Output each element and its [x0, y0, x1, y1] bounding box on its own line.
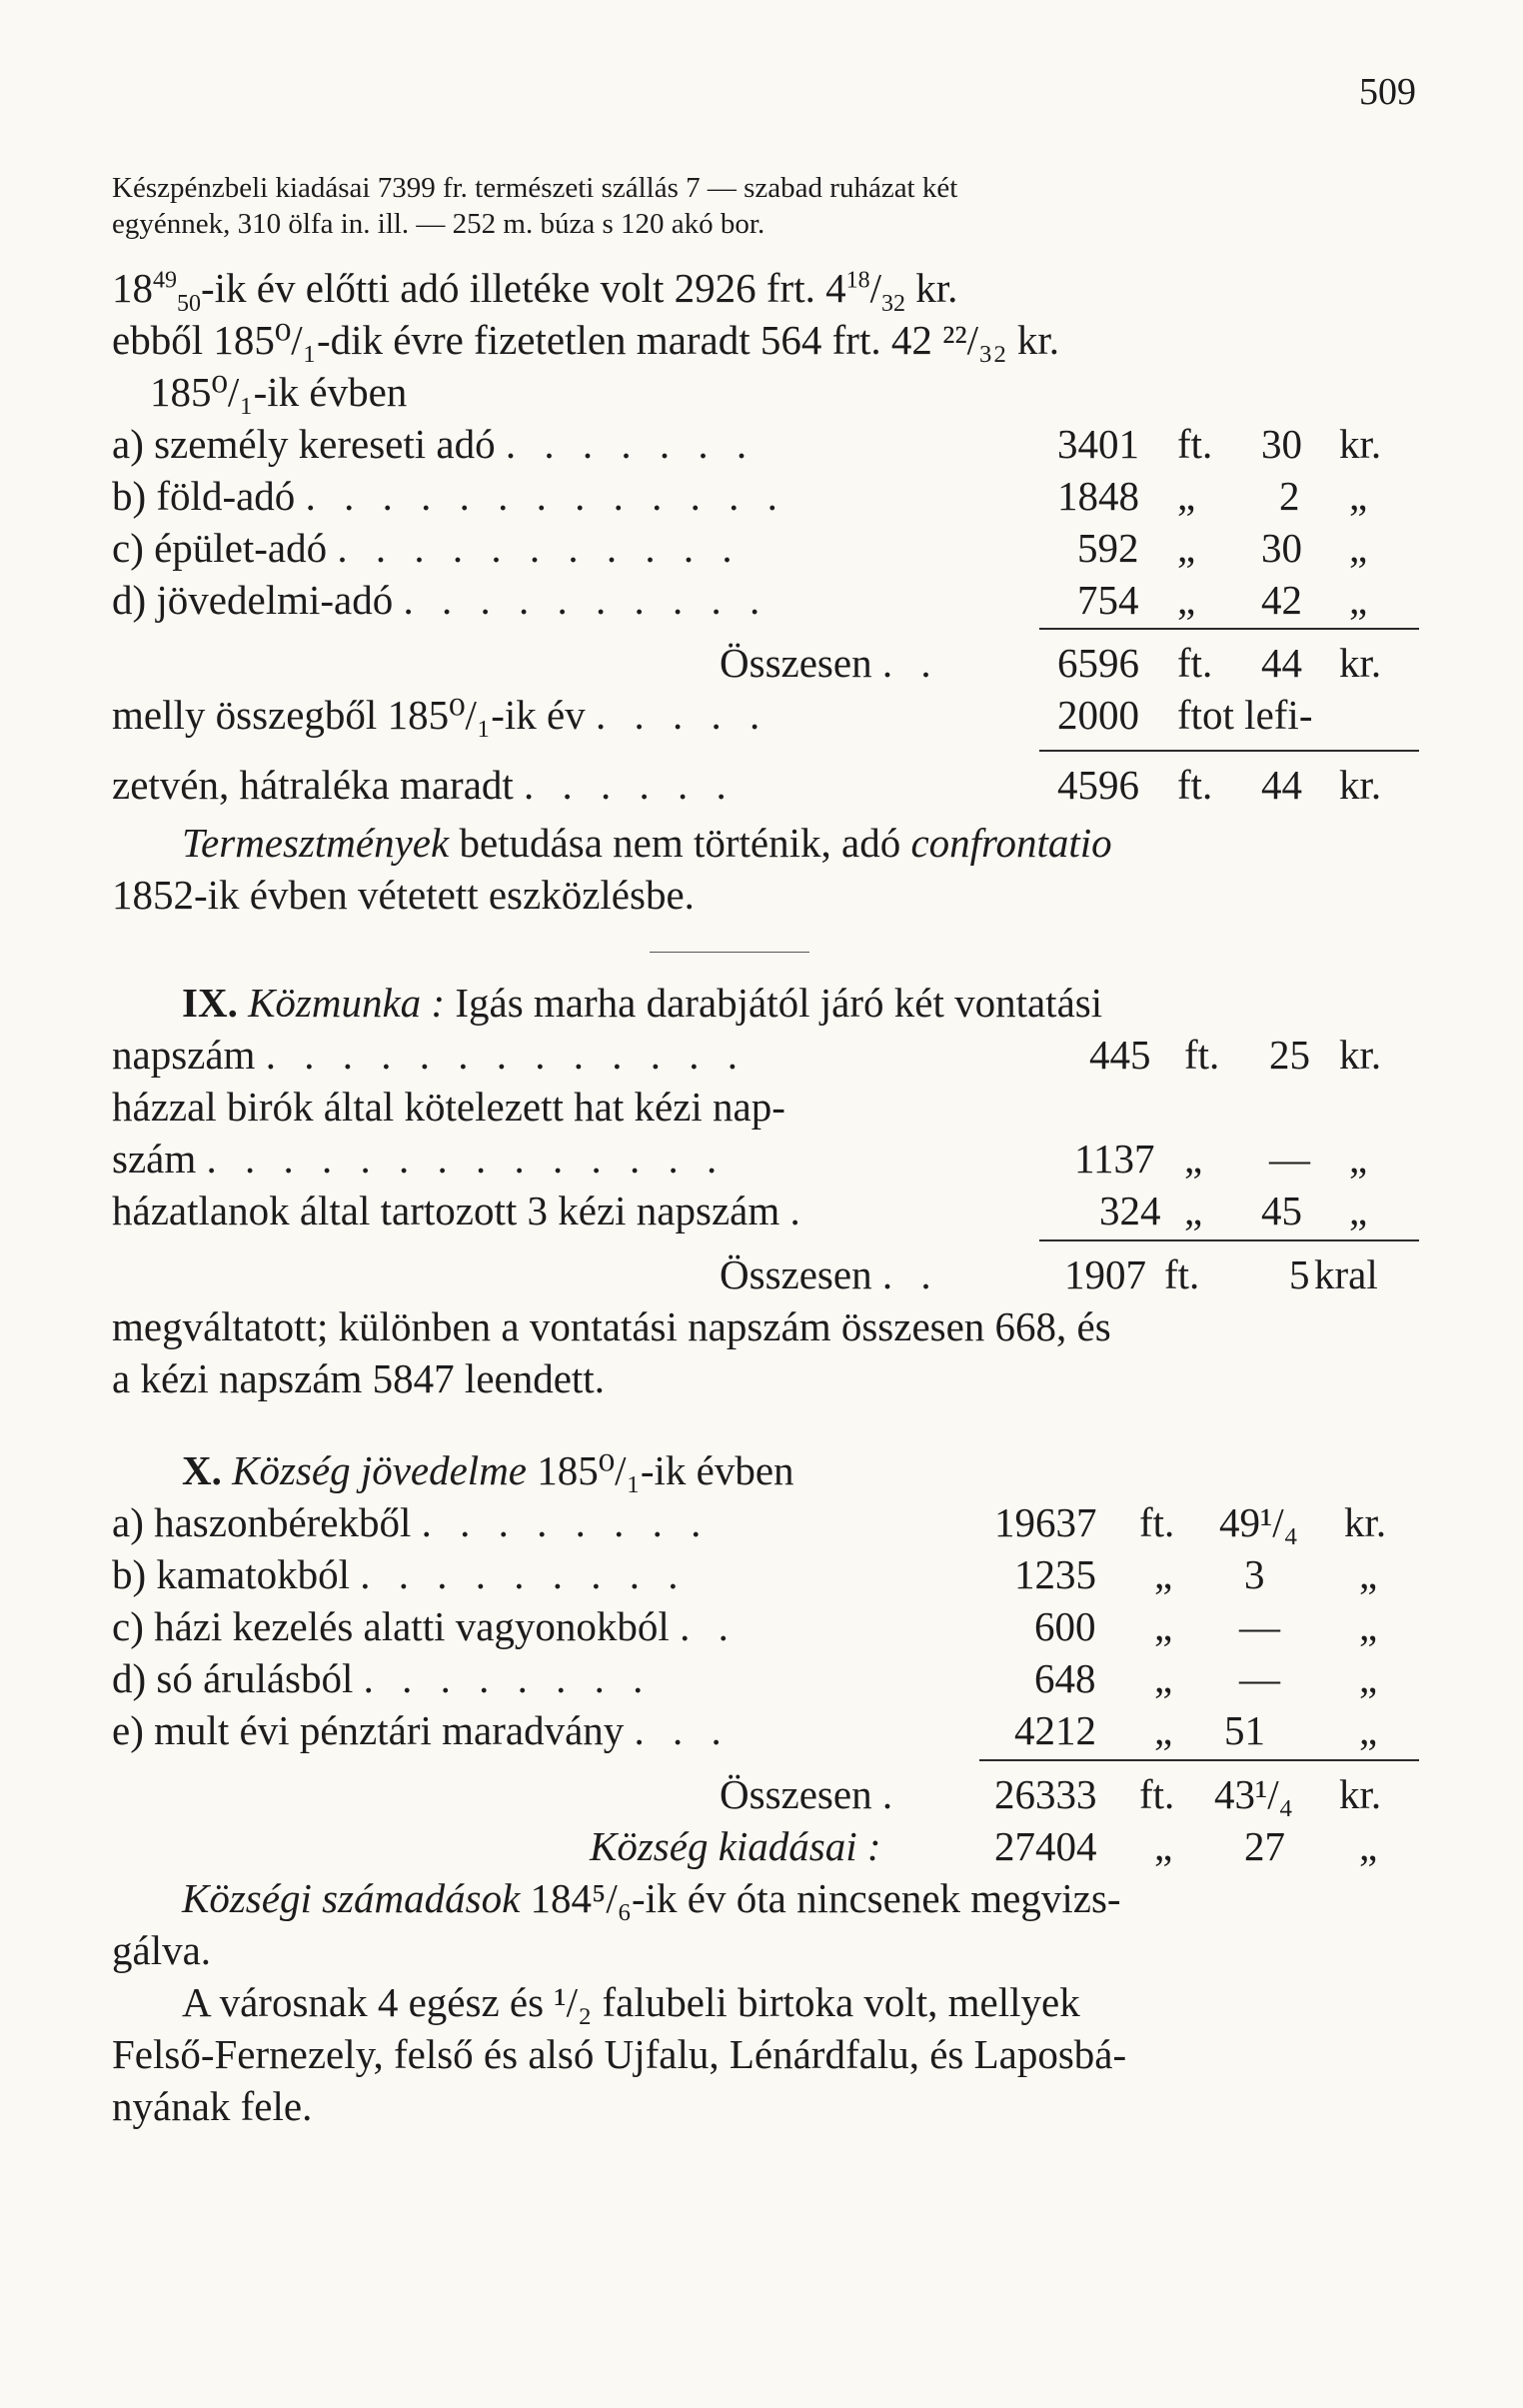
tax-unit: „	[1177, 473, 1196, 519]
total-kr: 5	[1289, 1251, 1310, 1297]
tax-amount: 592	[1077, 525, 1139, 571]
row-kr-unit: „	[1349, 1188, 1368, 1233]
remain-amount: 4596	[1057, 762, 1139, 808]
closing-line-2: gálva.	[112, 1927, 212, 1973]
row-amount: 648	[1034, 1655, 1096, 1701]
sum-line	[979, 1759, 1419, 1761]
row-unit: „	[1184, 1188, 1203, 1233]
row-label: e) mult évi pénztári maradvány	[112, 1707, 625, 1753]
row-unit: ft.	[1184, 1032, 1220, 1078]
tax-intro-line-2: ebből 185⁰/₁-dik évre fizetetlen maradt 564 frt. 42 ²²/₃₂ kr.	[112, 317, 1060, 363]
section9-after-2: a kézi napszám 5847 leendett.	[112, 1355, 605, 1401]
intro-line-2: egyénnek, 310 ölfa in. ill. — 252 m. búza s 120 akó bor.	[112, 208, 765, 240]
total-dots: . .	[881, 640, 940, 686]
closing-line-3: A városnak 4 egész és ¹/₂ falubeli birtoka volt, mellyek	[182, 1979, 1080, 2025]
row-dots: . . . . . . . .	[421, 1499, 711, 1545]
produce-line-2: 1852-ik évben vétetett eszközlésbe.	[112, 872, 695, 918]
tax-year-sub: 50	[177, 291, 201, 318]
tax-amount: 1848	[1057, 473, 1139, 519]
produce-line-1	[182, 820, 1112, 866]
tax-label: b) föld-adó	[112, 473, 296, 519]
row-unit: „	[1154, 1551, 1173, 1597]
row-kr: —	[1269, 1136, 1310, 1182]
closing-italic: Községi számadások	[182, 1875, 521, 1921]
closing-line-5: nyának fele.	[112, 2083, 313, 2129]
tax-kr-unit: „	[1349, 577, 1368, 623]
section-divider	[650, 952, 809, 953]
section9-text: Igás marha darabjától járó két vontatási	[455, 980, 1103, 1026]
tax-unit: ft.	[1177, 421, 1213, 467]
row-label: c) házi kezelés alatti vagyonokból	[112, 1603, 670, 1649]
expenses-kr-unit: „	[1359, 1823, 1378, 1869]
row-kr-unit: „	[1359, 1603, 1378, 1649]
row-amount: 324	[1099, 1188, 1161, 1233]
row-amount: 19637	[994, 1499, 1097, 1545]
tax-kr: 2	[1279, 473, 1300, 519]
section10-title-rest: 185⁰/₁-ik évben	[537, 1447, 794, 1493]
paid-label: melly összegből 185⁰/₁-ik év	[112, 692, 586, 738]
row-unit: „	[1154, 1707, 1173, 1753]
tax-unit: „	[1177, 577, 1196, 623]
tax-label: c) épület-adó	[112, 525, 328, 571]
tax-kr: 42	[1261, 577, 1302, 623]
row-unit: „	[1184, 1136, 1203, 1182]
section10-title: Község jövedelme	[232, 1447, 527, 1493]
tax-intro-line-1: $18^{49}_{50}-ik$ év előtti adó illetéke volt 2926 frt. $4^{18}/_{32}$ kr.	[112, 265, 958, 318]
intro-line-1: Készpénzbeli kiadásai 7399 fr. természeti szállás 7 — szabad ruházat két	[112, 172, 958, 204]
row-unit: „	[1154, 1655, 1173, 1701]
row-dots: . . .	[634, 1707, 731, 1753]
tax-kr: 30	[1261, 525, 1302, 571]
remain-label: zetvén, hátraléka maradt	[112, 762, 514, 808]
row-kr-unit: „	[1359, 1707, 1378, 1753]
total-label: Összesen	[720, 640, 872, 686]
section10-heading	[182, 1447, 794, 1493]
row-kr: 25	[1269, 1032, 1310, 1078]
row-dots: .	[789, 1188, 809, 1233]
produce-italic: Termesztmények	[182, 820, 450, 866]
tax-dots: . . . . . . . . . . .	[337, 525, 742, 571]
tax-intro-text: -ik év előtti adó illetéke volt 2926 frt. 4	[201, 265, 846, 311]
paid-dots: . . . . .	[595, 692, 769, 738]
row-dots: . . . . . . . .	[363, 1655, 653, 1701]
row-amount: 1235	[1014, 1551, 1096, 1597]
row-kr: —	[1239, 1655, 1280, 1701]
row-dots: . .	[680, 1603, 738, 1649]
tax-amount: 3401	[1057, 421, 1139, 467]
produce-italic-2: confrontatio	[910, 820, 1112, 866]
produce-text: betudása nem történik, adó	[449, 820, 911, 866]
tax-kr-sup: 18	[845, 267, 870, 294]
section9-num: IX.	[182, 980, 238, 1026]
row-kr: 45	[1261, 1188, 1302, 1233]
row-dots: . . . . . . . . . . . . .	[265, 1032, 747, 1078]
sum-line	[1039, 1239, 1419, 1241]
row-amount: 600	[1034, 1603, 1096, 1649]
tax-label: a) személy kereseti adó	[112, 421, 496, 467]
tax-unit: „	[1177, 525, 1196, 571]
closing-rest: 184⁵/₆-ik év óta nincsenek megvizs-	[530, 1875, 1121, 1921]
tax-dots: . . . . . . .	[505, 421, 757, 467]
remain-dots: . . . . . .	[524, 762, 736, 808]
section9-title: Közmunka :	[248, 980, 446, 1026]
row-amount: 445	[1089, 1032, 1151, 1078]
row-label: napszám	[112, 1032, 256, 1078]
total-amount: 1907	[1064, 1251, 1146, 1297]
total-unit: ft.	[1177, 640, 1213, 686]
row-label: szám	[112, 1136, 197, 1182]
total-label: Összesen	[720, 1251, 872, 1297]
total-amount: 26333	[994, 1771, 1097, 1817]
row-kr: 49¹/₄	[1219, 1499, 1298, 1545]
total-dots: . .	[881, 1251, 940, 1297]
expenses-kr: 27	[1244, 1823, 1285, 1869]
row-kr-unit: „	[1359, 1551, 1378, 1597]
row-label: házzal birók által kötelezett hat kézi nap-	[112, 1084, 785, 1130]
row-unit: „	[1154, 1603, 1173, 1649]
page-number: 509	[1359, 71, 1416, 113]
row-kr-unit: „	[1349, 1136, 1368, 1182]
total-unit: ft.	[1164, 1251, 1200, 1297]
expenses-label: Község kiadásai :	[590, 1823, 881, 1869]
row-dots: . . . . . . . . . . . . . .	[206, 1136, 727, 1182]
total-kr-unit: kral	[1314, 1251, 1378, 1297]
sum-line	[1039, 750, 1419, 752]
expenses-unit: „	[1154, 1823, 1173, 1869]
tax-kr-unit: kr.	[915, 265, 958, 311]
tax-year-sup: 49	[153, 267, 177, 294]
sum-line	[1039, 628, 1419, 630]
total-kr: 43¹/₄	[1214, 1771, 1293, 1817]
row-label: b) kamatokból	[112, 1551, 350, 1597]
tax-dots: . . . . . . . . . .	[403, 577, 769, 623]
row-kr: 3	[1244, 1551, 1265, 1597]
total-amount: 6596	[1057, 640, 1139, 686]
tax-year-start: 18	[112, 265, 153, 311]
tax-intro-line-3: 185⁰/₁-ik évben	[150, 369, 408, 415]
row-kr-unit: kr.	[1339, 1032, 1382, 1078]
row-label: d) só árulásból	[112, 1655, 354, 1701]
tax-kr-sub: 32	[881, 291, 905, 318]
row-amount: 1137	[1074, 1136, 1155, 1182]
section9-after-1: megváltatott; különben a vontatási napszám összesen 668, és	[112, 1303, 1111, 1349]
tax-kr-unit: „	[1349, 525, 1368, 571]
paid-rest: ftot lefi-	[1177, 692, 1313, 738]
row-dots: . . . . . . . . .	[360, 1551, 688, 1597]
tax-dots: . . . . . . . . . . . . .	[305, 473, 786, 519]
total-kr-unit: kr.	[1339, 1771, 1382, 1817]
tax-label: d) jövedelmi-adó	[112, 577, 394, 623]
row-kr-unit: kr.	[1344, 1499, 1387, 1545]
total-kr-unit: kr.	[1339, 640, 1382, 686]
tax-kr: 30	[1261, 421, 1302, 467]
row-kr-unit: „	[1359, 1655, 1378, 1701]
total-kr: 44	[1261, 640, 1302, 686]
total-dots: .	[881, 1771, 902, 1817]
remain-unit: ft.	[1177, 762, 1213, 808]
section10-num: X.	[182, 1447, 222, 1493]
tax-amount: 754	[1077, 577, 1139, 623]
remain-kr-unit: kr.	[1339, 762, 1382, 808]
closing-line-4: Felső-Fernezely, felső és alsó Ujfalu, Lénárdfalu, és Laposbá-	[112, 2031, 1127, 2077]
paid-amount: 2000	[1057, 692, 1139, 738]
row-label: házatlanok által tartozott 3 kézi napszám	[112, 1188, 780, 1233]
expenses-amount: 27404	[994, 1823, 1097, 1869]
total-label: Összesen	[720, 1771, 872, 1817]
row-kr: 51	[1224, 1707, 1265, 1753]
section9-heading	[182, 980, 1102, 1026]
row-unit: ft.	[1139, 1499, 1175, 1545]
row-label: a) haszonbérekből	[112, 1499, 412, 1545]
remain-kr: 44	[1261, 762, 1302, 808]
row-amount: 4212	[1014, 1707, 1096, 1753]
total-unit: ft.	[1139, 1771, 1175, 1817]
closing-line-1	[182, 1875, 1121, 1921]
tax-kr-unit: kr.	[1339, 421, 1382, 467]
row-kr: —	[1239, 1603, 1280, 1649]
tax-kr-unit: „	[1349, 473, 1368, 519]
